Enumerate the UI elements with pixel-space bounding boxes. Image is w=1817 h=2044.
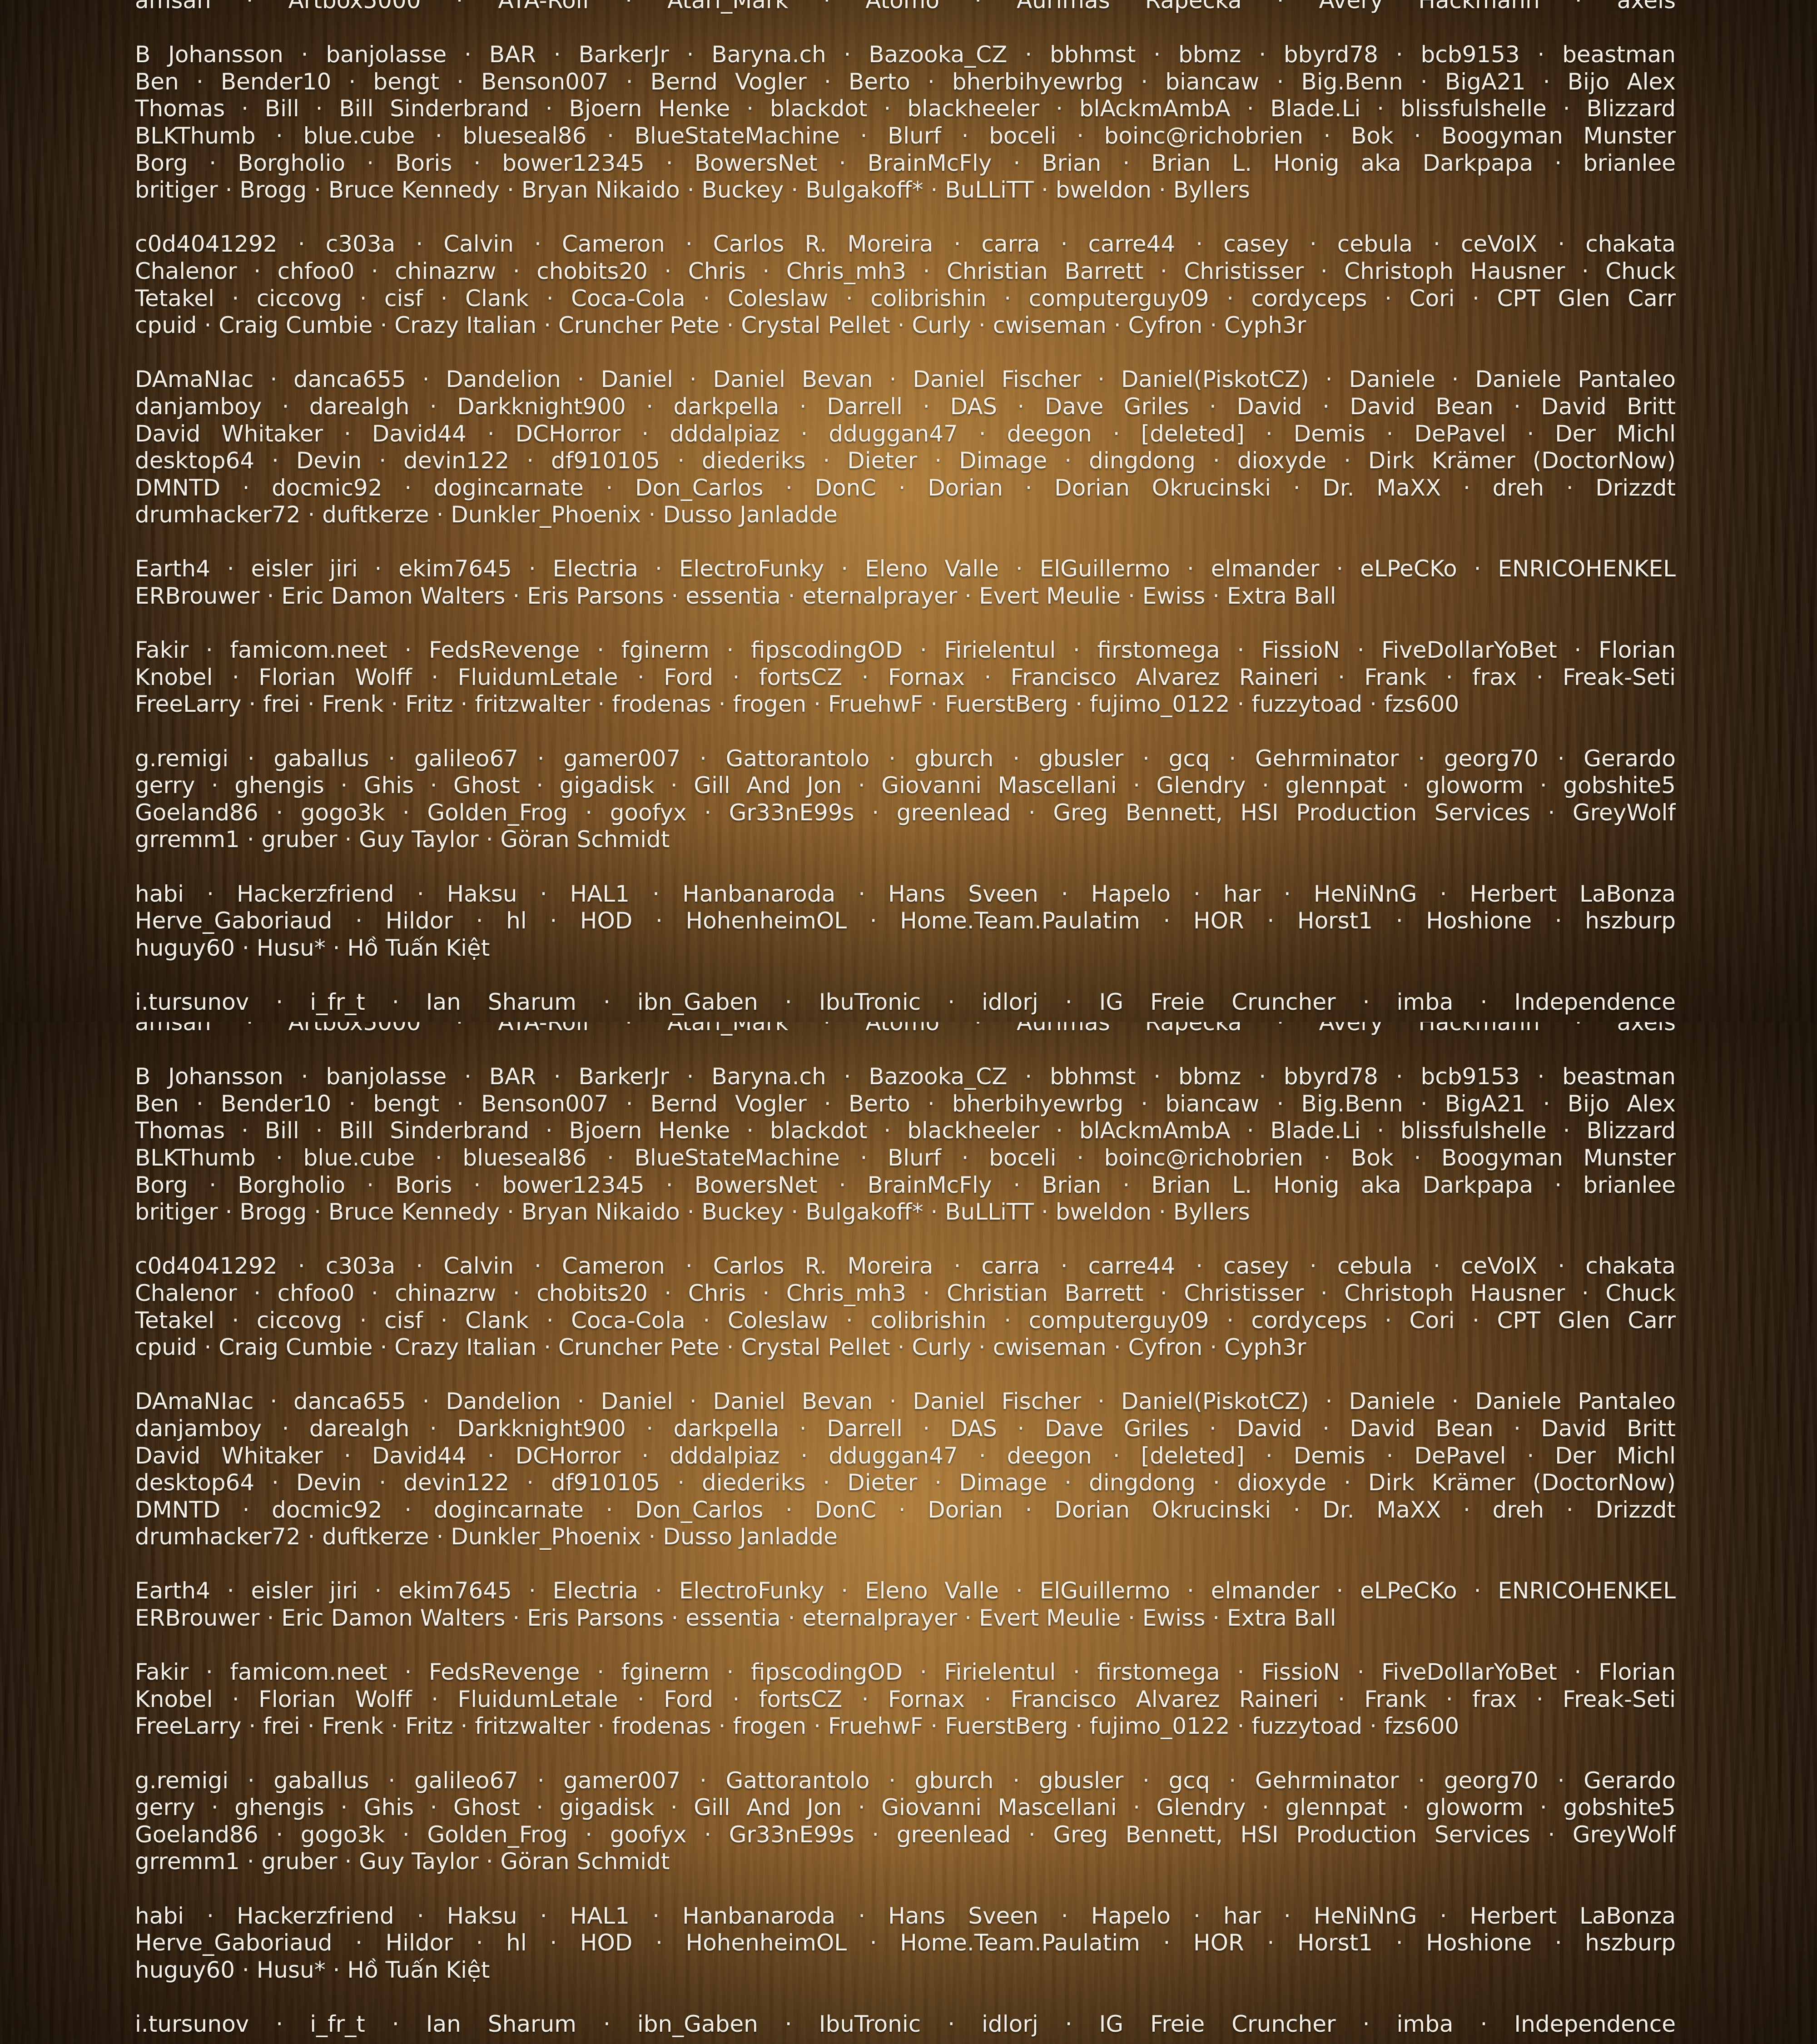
credits-line: danjamboy · darealgh · Darkknight900 · darkpella · Darrell · DAS · Dave Griles · David · David Bean · David Britt: [135, 1415, 1676, 1443]
credits-line: Thomas · Bill · Bill Sinderbrand · Bjoern Henke · blackdot · blackheeler · blAckmAmbA · Blade.Li · blissfulshelle · Blizzard: [135, 95, 1676, 123]
credits-line: c0d4041292 · c303a · Calvin · Cameron · Carlos R. Moreira · carra · carre44 · casey · cebula · ceVoIX · chakata: [135, 231, 1676, 258]
credits-line: BLKThumb · blue.cube · blueseal86 · BlueStateMachine · Blurf · boceli · boinc@richobrien · Bok · Boogyman Munster: [135, 123, 1676, 150]
credits-line: Tetakel · ciccovg · cisf · Clank · Coca-Cola · Coleslaw · colibrishin · computerguy09 · cordyceps · Cori · CPT Glen Carr: [135, 285, 1676, 313]
credits-line: DMNTD · docmic92 · dogincarnate · Don_Carlos · DonC · Dorian · Dorian Okrucinski · Dr. MaXX · dreh · Drizzdt: [135, 1497, 1676, 1524]
credits-line: huguy60 · Husu* · Hồ Tuấn Kiệt: [135, 1957, 1676, 1984]
credits-line: amsan · Artbox5000 · ATA-Rolf · Atari_Mark · Atomo · Aurimas Rapecka · Avery Hackmann · axels: [135, 1022, 1676, 1037]
credits-line: BLKThumb · blue.cube · blueseal86 · BlueStateMachine · Blurf · boceli · boinc@richobrien · Bok · Boogyman Munster: [135, 1145, 1676, 1172]
credits-line: Borg · Borgholio · Boris · bower12345 · BowersNet · BrainMcFly · Brian · Brian L. Honig aka Darkpapa · brianlee: [135, 150, 1676, 177]
credits-line: DAmaNIac · danca655 · Dandelion · Daniel · Daniel Bevan · Daniel Fischer · Daniel(PiskotCZ) · Daniele · Daniele Pantaleo: [135, 1388, 1676, 1415]
credits-line: Earth4 · eisler jiri · ekim7645 · Electria · ElectroFunky · Eleno Valle · ElGuillermo · elmander · eLPeCKo · ENRICOHENKEL: [135, 1578, 1676, 1605]
credits-line: FreeLarry · frei · Frenk · Fritz · fritzwalter · frodenas · frogen · FruehwF · FuerstBerg · fujimo_0122 · fuzzytoad · fzs600: [135, 691, 1676, 718]
credits-line: Chalenor · chfoo0 · chinazrw · chobits20 · Chris · Chris_mh3 · Christian Barrett · Christisser · Christoph Hausner · Chuck: [135, 1280, 1676, 1307]
credits-line: i.tursunov · i_fr_t · Ian Sharum · ibn_Gaben · IbuTronic · idlorj · IG Freie Cruncher · imba · Independence: [135, 2011, 1676, 2038]
credits-line: gerry · ghengis · Ghis · Ghost · gigadisk · Gill And Jon · Giovanni Mascellani · Glendry · glennpat · gloworm · gobshite5: [135, 772, 1676, 799]
credits-line: grremm1 · gruber · Guy Taylor · Göran Schmidt: [135, 1848, 1676, 1875]
credits-line: g.remigi · gaballus · galileo67 · gamer007 · Gattorantolo · gburch · gbusler · gcq · Gehrminator · georg70 · Gerardo: [135, 745, 1676, 773]
credits-line: drumhacker72 · duftkerze · Dunkler_Phoenix · Dusso Janladde: [135, 1523, 1676, 1551]
credits-line: ERBrouwer · Eric Damon Walters · Eris Parsons · essentia · eternalprayer · Evert Meulie · Ewiss · Extra Ball: [135, 583, 1676, 610]
credits-line: Earth4 · eisler jiri · ekim7645 · Electria · ElectroFunky · Eleno Valle · ElGuillermo · elmander · eLPeCKo · ENRICOHENKEL: [135, 556, 1676, 583]
credits-line: Tetakel · ciccovg · cisf · Clank · Coca-Cola · Coleslaw · colibrishin · computerguy09 · cordyceps · Cori · CPT Glen Carr: [135, 1307, 1676, 1335]
credits-line: Herve_Gaboriaud · Hildor · hl · HOD · HohenheimOL · Home.Team.Paulatim · HOR · Horst1 · Hoshione · hszburp: [135, 908, 1676, 935]
credits-line: Herve_Gaboriaud · Hildor · hl · HOD · HohenheimOL · Home.Team.Paulatim · HOR · Horst1 · Hoshione · hszburp: [135, 1930, 1676, 1957]
credits-line: Thomas · Bill · Bill Sinderbrand · Bjoern Henke · blackdot · blackheeler · blAckmAmbA · Blade.Li · blissfulshelle · Blizzard: [135, 1117, 1676, 1145]
credits-line: danjamboy · darealgh · Darkknight900 · darkpella · Darrell · DAS · Dave Griles · David · David Bean · David Britt: [135, 393, 1676, 421]
credits-line: drumhacker72 · duftkerze · Dunkler_Phoenix · Dusso Janladde: [135, 501, 1676, 529]
credits-line: Chalenor · chfoo0 · chinazrw · chobits20 · Chris · Chris_mh3 · Christian Barrett · Christisser · Christoph Hausner · Chuck: [135, 258, 1676, 285]
credits-line: gerry · ghengis · Ghis · Ghost · gigadisk · Gill And Jon · Giovanni Mascellani · Glendry · glennpat · gloworm · gobshite5: [135, 1794, 1676, 1821]
credits-line: Goeland86 · gogo3k · Golden_Frog · goofyx · Gr33nE99s · greenlead · Greg Bennett, HSI Production Services · GreyWolf: [135, 1821, 1676, 1849]
credits-line: britiger · Brogg · Bruce Kennedy · Bryan Nikaido · Buckey · Bulgakoff* · BuLLiTT · bweldon · Byllers: [135, 1199, 1676, 1226]
credits-line: desktop64 · Devin · devin122 · df910105 · diederiks · Dieter · Dimage · dingdong · dioxyde · Dirk Krämer (DoctorNow): [135, 1469, 1676, 1497]
credits-line: grremm1 · gruber · Guy Taylor · Göran Schmidt: [135, 826, 1676, 853]
credits-line: habi · Hackerzfriend · Haksu · HAL1 · Hanbanaroda · Hans Sveen · Hapelo · har · HeNiNnG · Herbert LaBonza: [135, 1903, 1676, 1930]
credits-line: g.remigi · gaballus · galileo67 · gamer007 · Gattorantolo · gburch · gbusler · gcq · Gehrminator · georg70 · Gerardo: [135, 1767, 1676, 1795]
credits-line: cpuid · Craig Cumbie · Crazy Italian · Cruncher Pete · Crystal Pellet · Curly · cwiseman · Cyfron · Cyph3r: [135, 312, 1676, 339]
credits-line: cpuid · Craig Cumbie · Crazy Italian · Cruncher Pete · Crystal Pellet · Curly · cwiseman · Cyfron · Cyph3r: [135, 1334, 1676, 1361]
credits-line: i.tursunov · i_fr_t · Ian Sharum · ibn_Gaben · IbuTronic · idlorj · IG Freie Cruncher · imba · Independence: [135, 989, 1676, 1016]
credits-line: c0d4041292 · c303a · Calvin · Cameron · Carlos R. Moreira · carra · carre44 · casey · cebula · ceVoIX · chakata: [135, 1253, 1676, 1280]
credits-line: britiger · Brogg · Bruce Kennedy · Bryan Nikaido · Buckey · Bulgakoff* · BuLLiTT · bweldon · Byllers: [135, 177, 1676, 204]
credits-line: Ben · Bender10 · bengt · Benson007 · Bernd Vogler · Berto · bherbihyewrbg · biancaw · Big.Benn · BigA21 · Bijo Alex: [135, 69, 1676, 96]
credits-line: huguy60 · Husu* · Hồ Tuấn Kiệt: [135, 935, 1676, 962]
credits-line: Fakir · famicom.neet · FedsRevenge · fginerm · fipscodingOD · Firielentul · firstomega · FissioN · FiveDollarYoBet · Florian: [135, 1659, 1676, 1686]
credits-line: amsan · Artbox5000 · ATA-Rolf · Atari_Mark · Atomo · Aurimas Rapecka · Avery Hackmann · axels: [135, 0, 1676, 15]
credits-line: DMNTD · docmic92 · dogincarnate · Don_Carlos · DonC · Dorian · Dorian Okrucinski · Dr. MaXX · dreh · Drizzdt: [135, 475, 1676, 502]
credits-line: Knobel · Florian Wolff · FluidumLetale · Ford · fortsCZ · Fornax · Francisco Alvarez Raineri · Frank · frax · Freak-Seti: [135, 1686, 1676, 1713]
credits-line: Borg · Borgholio · Boris · bower12345 · BowersNet · BrainMcFly · Brian · Brian L. Honig aka Darkpapa · brianlee: [135, 1172, 1676, 1199]
credits-line: B Johansson · banjolasse · BAR · BarkerJr · Baryna.ch · Bazooka_CZ · bbhmst · bbmz · bbyrd78 · bcb9153 · beastman: [135, 41, 1676, 69]
credits-line: David Whitaker · David44 · DCHorror · dddalpiaz · dduggan47 · deegon · [deleted] · Demis · DePavel · Der Michl: [135, 421, 1676, 448]
credits-line: DAmaNIac · danca655 · Dandelion · Daniel · Daniel Bevan · Daniel Fischer · Daniel(PiskotCZ) · Daniele · Daniele Pantaleo: [135, 366, 1676, 393]
credits-line: B Johansson · banjolasse · BAR · BarkerJr · Baryna.ch · Bazooka_CZ · bbhmst · bbmz · bbyrd78 · bcb9153 · beastman: [135, 1063, 1676, 1091]
credits-line: Fakir · famicom.neet · FedsRevenge · fginerm · fipscodingOD · Firielentul · firstomega · FissioN · FiveDollarYoBet · Florian: [135, 637, 1676, 664]
credits-line: habi · Hackerzfriend · Haksu · HAL1 · Hanbanaroda · Hans Sveen · Hapelo · har · HeNiNnG · Herbert LaBonza: [135, 881, 1676, 908]
credits-line: Ben · Bender10 · bengt · Benson007 · Bernd Vogler · Berto · bherbihyewrbg · biancaw · Big.Benn · BigA21 · Bijo Alex: [135, 1091, 1676, 1118]
credits-line: desktop64 · Devin · devin122 · df910105 · diederiks · Dieter · Dimage · dingdong · dioxyde · Dirk Krämer (DoctorNow): [135, 447, 1676, 475]
credits-line: Knobel · Florian Wolff · FluidumLetale · Ford · fortsCZ · Fornax · Francisco Alvarez Raineri · Frank · frax · Freak-Seti: [135, 664, 1676, 691]
credits-line: FreeLarry · frei · Frenk · Fritz · fritzwalter · frodenas · frogen · FruehwF · FuerstBerg · fujimo_0122 · fuzzytoad · fzs600: [135, 1713, 1676, 1740]
credits-line: ERBrouwer · Eric Damon Walters · Eris Parsons · essentia · eternalprayer · Evert Meulie · Ewiss · Extra Ball: [135, 1605, 1676, 1632]
credits-line: David Whitaker · David44 · DCHorror · dddalpiaz · dduggan47 · deegon · [deleted] · Demis · DePavel · Der Michl: [135, 1443, 1676, 1470]
credits-line: Goeland86 · gogo3k · Golden_Frog · goofyx · Gr33nE99s · greenlead · Greg Bennett, HSI Production Services · GreyWolf: [135, 799, 1676, 827]
